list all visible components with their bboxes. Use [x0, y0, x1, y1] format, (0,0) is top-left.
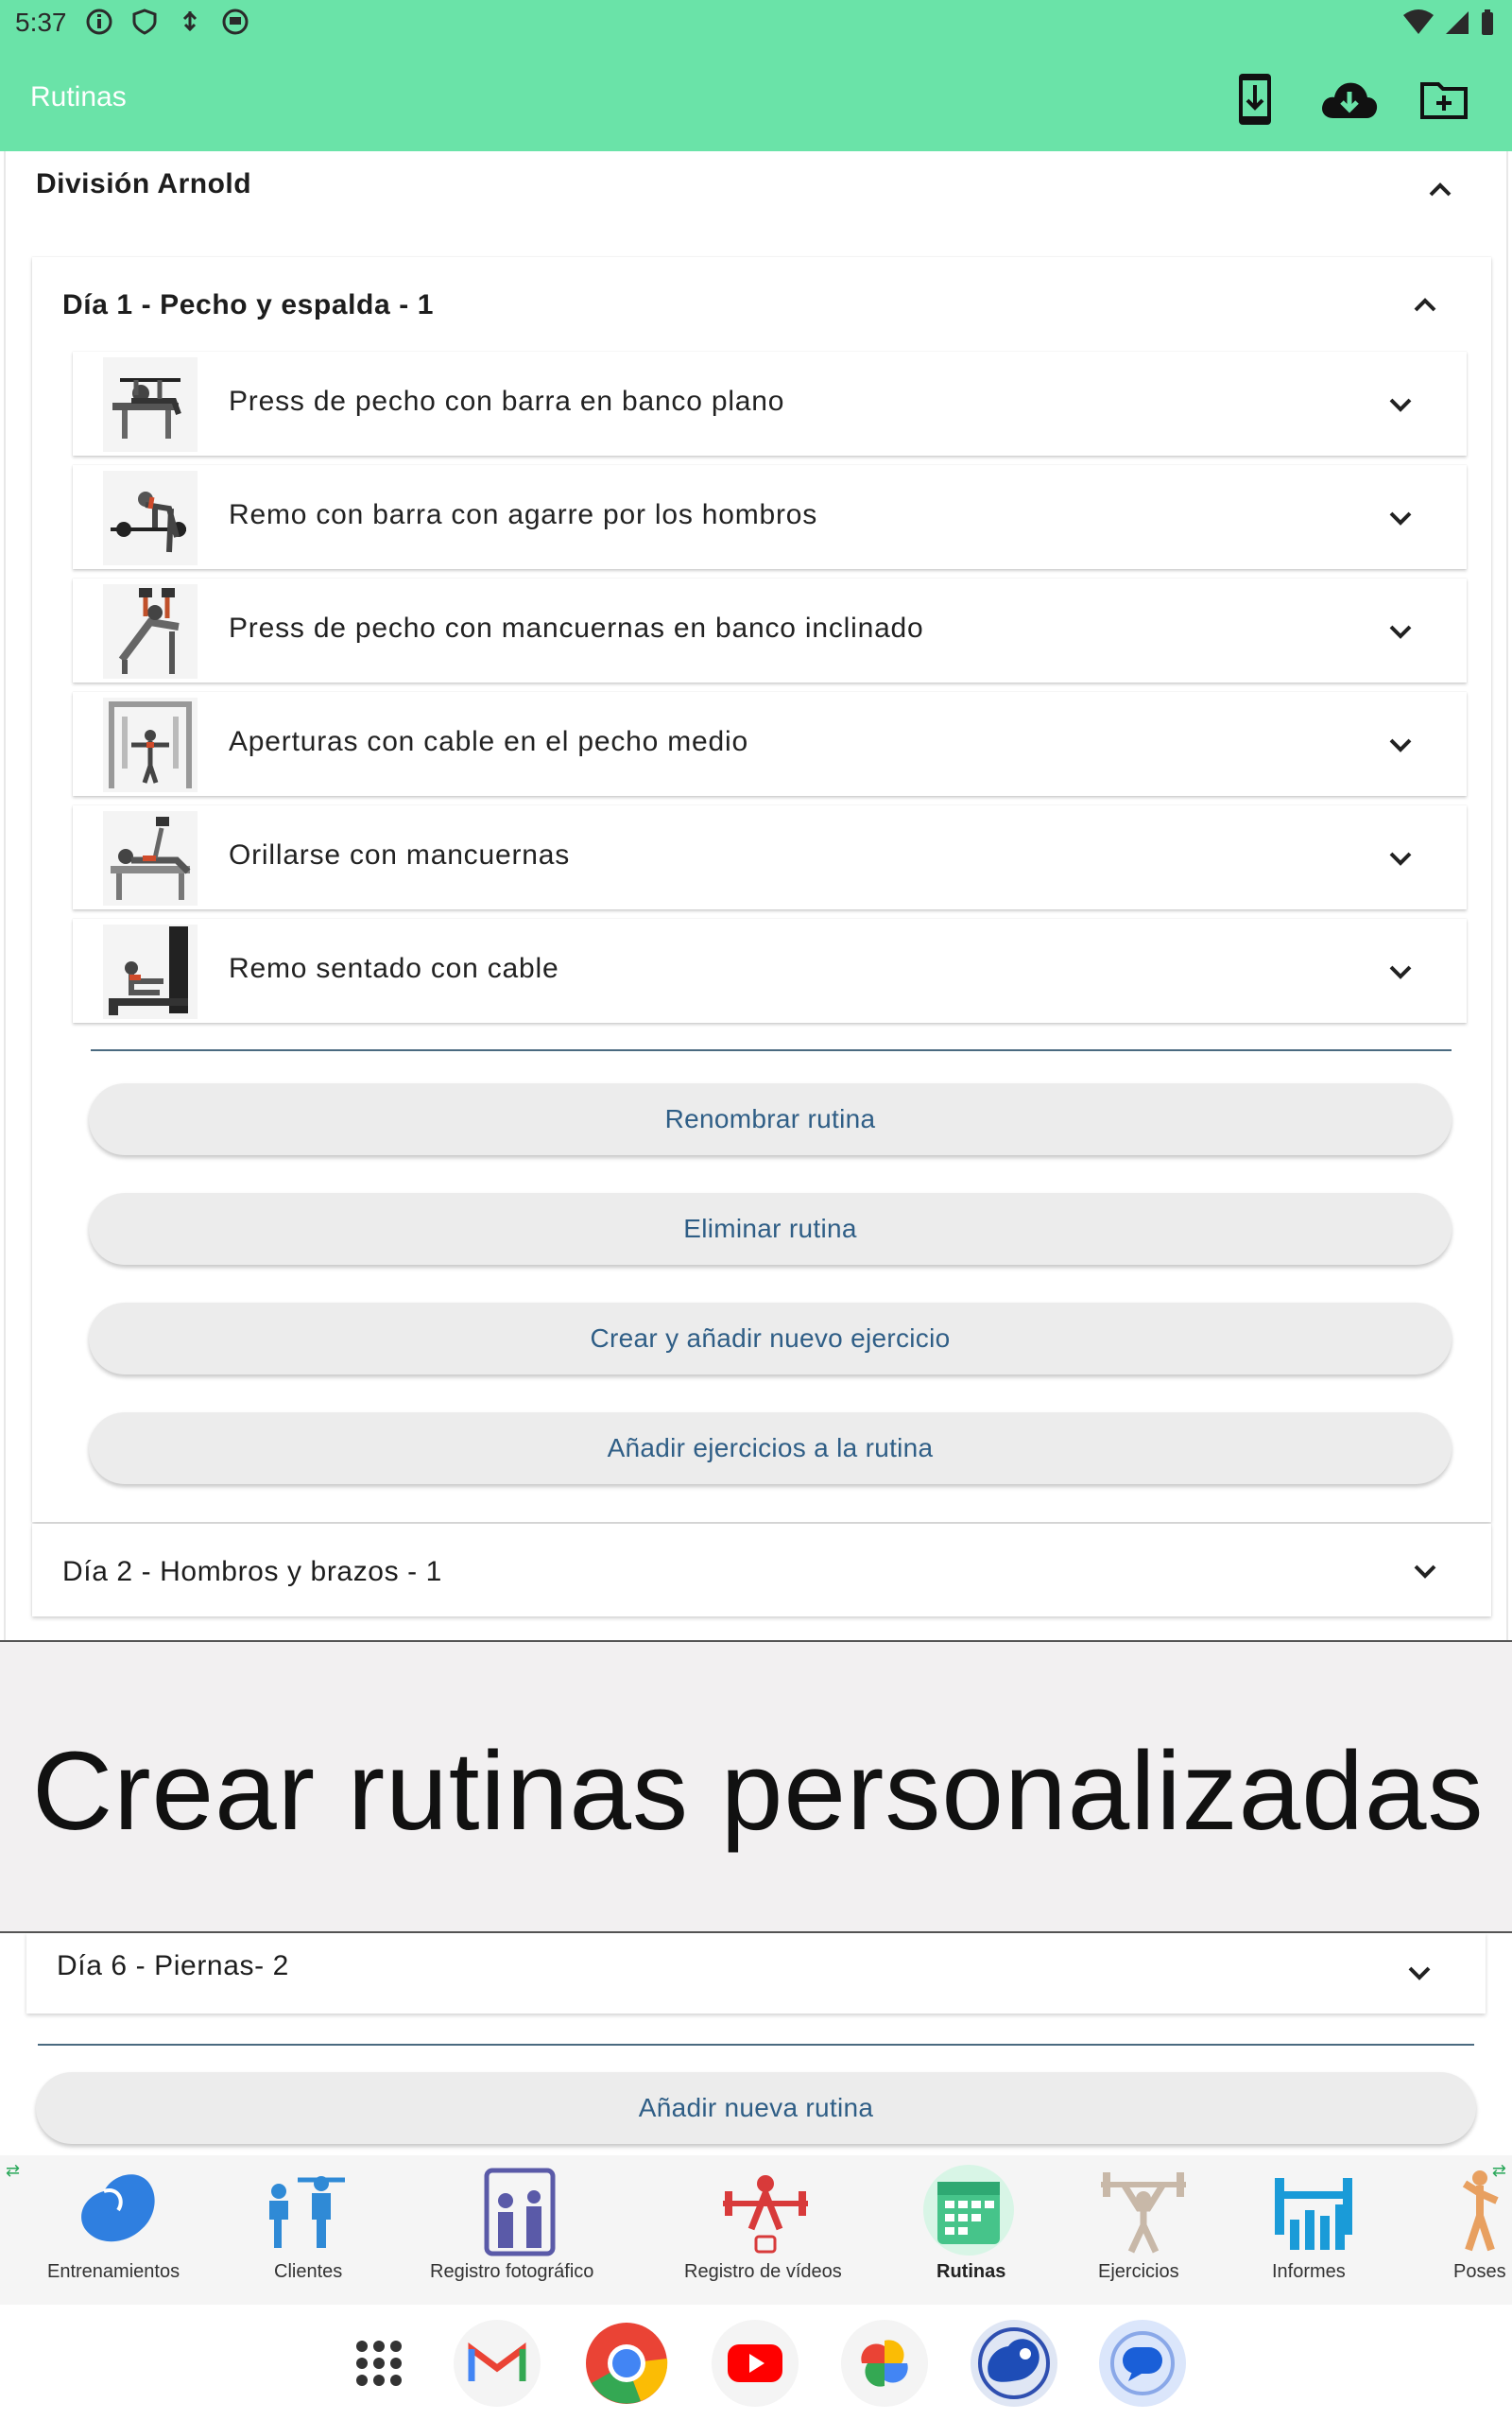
calendar-icon [917, 2163, 1021, 2257]
nav-label: Rutinas [936, 2261, 1006, 2282]
app-bar [0, 0, 1512, 151]
launcher-dock [0, 2307, 1512, 2420]
youtube-icon[interactable] [712, 2320, 799, 2407]
exercise-name: Press de pecho con mancuernas en banco inclinado [229, 613, 924, 644]
routine-card [4, 151, 1508, 1640]
routine-title[interactable]: División Arnold [36, 168, 252, 199]
nav-label: Poses [1453, 2261, 1506, 2282]
nav-poses[interactable] [1436, 2155, 1512, 2305]
delete-routine-button[interactable]: Eliminar rutina [89, 1193, 1452, 1265]
chevron-down-icon[interactable] [1406, 1552, 1444, 1590]
exercise-item[interactable] [73, 352, 1467, 456]
rename-routine-button[interactable]: Renombrar rutina [89, 1083, 1452, 1155]
day-title: Día 2 - Hombros y brazos - 1 [62, 1556, 442, 1587]
flexed-arm-icon [66, 2163, 170, 2257]
exercise-name: Remo con barra con agarre por los hombros [229, 499, 818, 530]
folder-add-icon[interactable] [1414, 71, 1474, 128]
add-routine-button[interactable]: Añadir nueva rutina [36, 2072, 1476, 2144]
apps-grid-icon[interactable] [335, 2320, 422, 2407]
page-title: Rutinas [30, 81, 127, 112]
photo-record-icon [468, 2163, 572, 2257]
exercise-thumbnail [103, 811, 198, 906]
fitness-app-icon[interactable] [971, 2320, 1057, 2407]
shield-icon [130, 8, 159, 36]
phone-download-icon[interactable] [1225, 71, 1285, 128]
nav-registro-fotografico[interactable] [430, 2155, 610, 2305]
nav-label: Registro fotográfico [430, 2261, 594, 2282]
swap-arrows-icon[interactable]: ⇄ [6, 2161, 21, 2180]
wifi-icon [1402, 9, 1435, 43]
battery-icon [1480, 9, 1495, 43]
nav-informes[interactable] [1257, 2155, 1370, 2305]
status-bar [0, 0, 1512, 47]
nav-label: Ejercicios [1098, 2261, 1179, 2282]
divider [91, 1049, 1452, 1051]
exercise-name: Orillarse con mancuernas [229, 839, 571, 871]
day-card[interactable] [26, 1933, 1486, 2014]
weightlifter-icon [1091, 2163, 1195, 2257]
exercise-item[interactable] [73, 465, 1467, 569]
routines-list [0, 151, 1512, 1640]
chart-icon [1262, 2163, 1366, 2257]
nav-label: Entrenamientos [47, 2261, 180, 2282]
promo-banner [0, 1640, 1512, 1933]
exercise-thumbnail [103, 698, 198, 792]
exercise-thumbnail [103, 584, 198, 679]
day-title: Día 6 - Piernas- 2 [57, 1950, 289, 1981]
video-record-icon [713, 2163, 817, 2257]
bottom-navigation [0, 2155, 1512, 2305]
pose-icon [1436, 2163, 1512, 2257]
exercise-thumbnail [103, 357, 198, 452]
clients-icon [255, 2163, 359, 2257]
chevron-up-icon[interactable] [1406, 285, 1444, 323]
exercise-name: Aperturas con cable en el pecho medio [229, 726, 748, 757]
exercise-item[interactable] [73, 919, 1467, 1023]
day-card[interactable] [32, 1524, 1491, 1616]
signal-icon [1444, 9, 1470, 43]
usb-icon [176, 8, 204, 36]
day-card [32, 257, 1491, 1522]
swap-arrows-icon[interactable]: ⇄ [1491, 2161, 1506, 2180]
create-exercise-button[interactable]: Crear y añadir nuevo ejercicio [89, 1303, 1452, 1374]
divider [38, 2044, 1474, 2046]
exercise-item[interactable] [73, 805, 1467, 909]
photos-icon[interactable] [841, 2320, 928, 2407]
add-exercises-button[interactable]: Añadir ejercicios a la rutina [89, 1412, 1452, 1484]
chevron-down-icon[interactable] [1382, 726, 1419, 764]
chevron-down-icon[interactable] [1382, 953, 1419, 991]
exercise-item[interactable] [73, 692, 1467, 796]
app-status-icon [221, 8, 249, 36]
nav-label: Clientes [274, 2261, 343, 2282]
info-icon [85, 8, 113, 36]
chevron-down-icon[interactable] [1382, 839, 1419, 877]
exercise-item[interactable] [73, 579, 1467, 683]
exercise-name: Remo sentado con cable [229, 953, 559, 984]
status-time: 5:37 [15, 8, 67, 37]
exercise-name: Press de pecho con barra en banco plano [229, 386, 785, 417]
cloud-download-icon[interactable] [1319, 71, 1380, 128]
chevron-down-icon[interactable] [1400, 1954, 1438, 1992]
nav-rutinas[interactable] [912, 2155, 1025, 2305]
day-title[interactable]: Día 1 - Pecho y espalda - 1 [62, 289, 435, 320]
nav-label: Informes [1272, 2261, 1346, 2282]
nav-ejercicios[interactable] [1087, 2155, 1200, 2305]
chevron-down-icon[interactable] [1382, 613, 1419, 650]
nav-label: Registro de vídeos [684, 2261, 842, 2282]
chevron-down-icon[interactable] [1382, 499, 1419, 537]
exercise-thumbnail [103, 471, 198, 565]
gmail-icon[interactable] [454, 2320, 541, 2407]
chrome-icon[interactable] [583, 2320, 670, 2407]
exercise-thumbnail [103, 925, 198, 1019]
banner-text: Crear rutinas personalizadas [32, 1729, 1485, 1854]
nav-clientes[interactable] [242, 2155, 374, 2305]
chevron-up-icon[interactable] [1421, 170, 1459, 208]
nav-registro-videos[interactable] [680, 2155, 850, 2305]
chevron-down-icon[interactable] [1382, 386, 1419, 424]
nav-entrenamientos[interactable] [38, 2155, 198, 2305]
messages-icon[interactable] [1099, 2320, 1186, 2407]
